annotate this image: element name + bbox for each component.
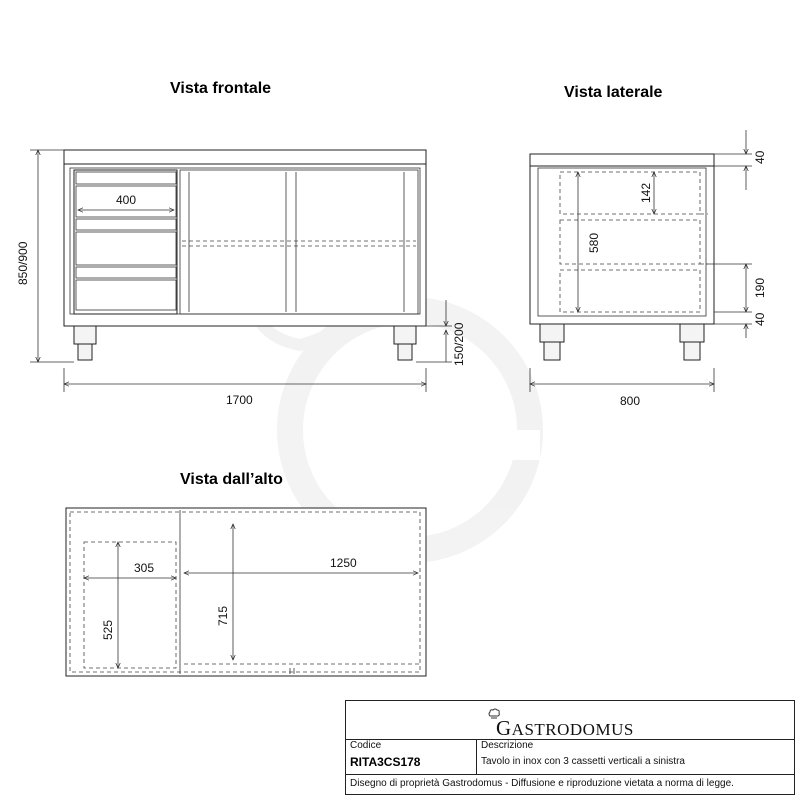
dim-top-drawer-width: 305 [134,561,155,575]
ownership-notice: Disegno di proprietà Gastrodomus - Diffusione e riproduzione vietata a norma di legge. [350,778,734,789]
dim-side-depth: 800 [620,394,641,408]
dim-side-bottom: 40 [753,312,767,326]
front-view-title: Vista frontale [170,80,272,97]
description-label: Descrizione [481,740,534,751]
side-body [530,166,714,324]
dim-top-compartment-width: 1250 [330,556,357,570]
dim-front-leg-height: 150/200 [452,322,466,366]
dim-side-top: 40 [753,150,767,164]
dim-front-width: 1700 [226,393,253,407]
code-label: Codice [350,740,382,751]
brand-logo-text: GASTRODOMUS [496,716,634,740]
dim-top-compartment-depth: 715 [216,605,230,626]
title-block-code-cell [346,739,477,775]
code-value: RITA3CS178 [350,755,421,769]
title-block-logo-row [346,701,794,740]
side-view-title: Vista laterale [564,84,663,101]
side-legs [540,324,704,360]
top-view [66,508,426,676]
front-worktop [64,150,426,164]
side-view [530,130,767,408]
side-worktop [530,154,714,166]
dim-side-drawer: 142 [639,182,653,203]
dim-front-height: 850/900 [16,241,30,285]
description-value: Tavolo in inox con 3 cassetti verticali a sinistra [481,756,685,767]
front-drawers [74,170,177,314]
dim-side-inner: 580 [587,232,601,253]
top-view-title: Vista dall’alto [180,471,283,488]
top-outline [66,508,426,676]
dim-side-shelf: 190 [753,277,767,298]
title-block-description-cell [477,739,794,775]
dim-top-drawer-depth: 525 [101,619,115,640]
title-block [345,700,795,795]
front-view [16,150,466,407]
dim-front-drawer-width: 400 [116,193,137,207]
